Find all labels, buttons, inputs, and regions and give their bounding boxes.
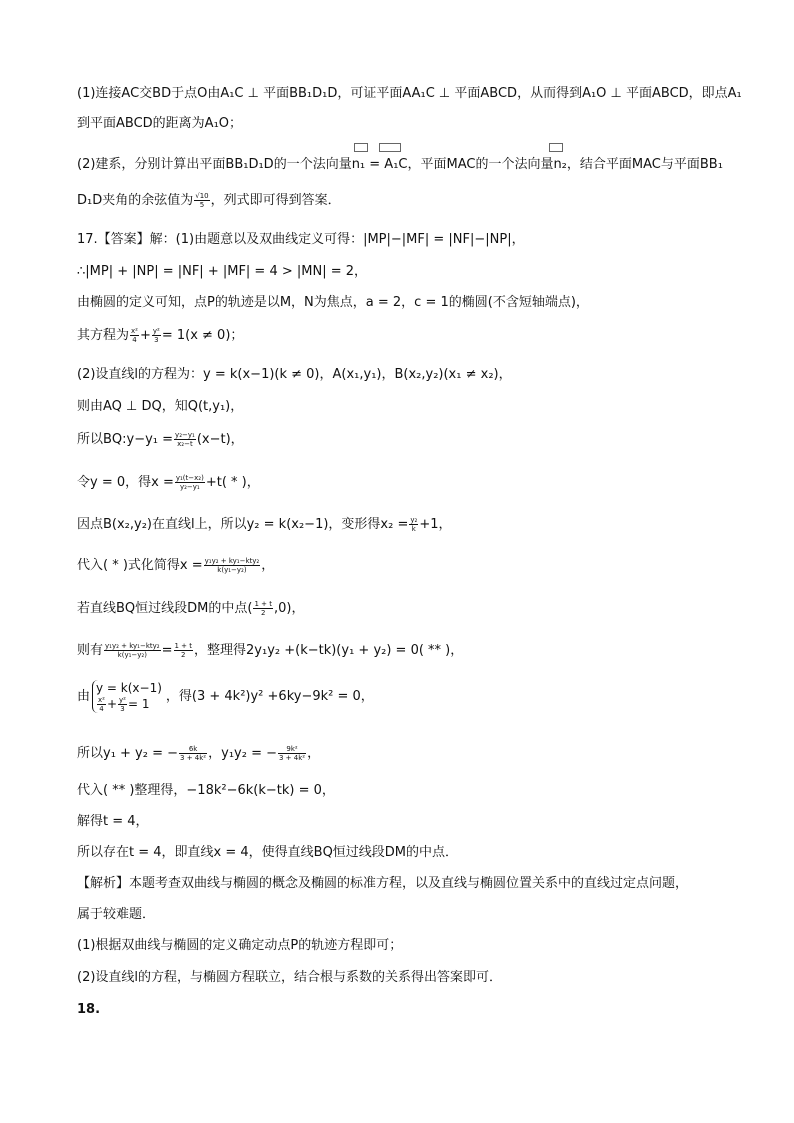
text: ，: [261, 558, 275, 573]
p17-line-3: 由椭圆的定义可知，点P的轨迹是以M，N为焦点，a = 2，c = 1的椭圆(不含短轴端点)，: [77, 295, 589, 310]
numerator: 1 + t: [174, 642, 193, 650]
fraction: [179, 745, 207, 762]
p16-line-3: [77, 157, 723, 173]
p16-line-3-text: (2)建系，分别计算出平面BB₁D₁D的一个法向量n₁ = A₁C，平面MAC的一个法向量n₂，结合平面MAC与平面BB₁: [77, 157, 723, 172]
text: 其方程为: [77, 328, 130, 343]
denominator: 4: [99, 705, 104, 713]
text: = 1: [127, 697, 150, 711]
system-row-1: y = k(x−1): [96, 681, 162, 695]
numerator: y₂−y₁: [175, 431, 195, 439]
text: 所以y₁ + y₂ = −: [77, 746, 179, 761]
fraction: [194, 192, 209, 209]
text: +: [106, 697, 118, 711]
p16-line-4: [77, 192, 341, 209]
text: ，整理得2y₁y₂ +(k−tk)(y₁ + y₂) = 0( ** )，: [194, 643, 464, 658]
numerator: y²: [152, 327, 160, 335]
p17-line-9: [77, 516, 451, 533]
numerator: y₁y₂ + ky₁−kty₂: [204, 557, 260, 565]
question-18-label: 18.: [77, 1002, 101, 1017]
numerator: 6k: [179, 745, 207, 754]
p16-line-2: 到平面ABCD的距离为A₁O；: [77, 116, 243, 131]
p17-line-11: [77, 600, 304, 617]
p17-line-17: 所以存在t = 4，即直线x = 4，使得直线BQ恒过线段DM的中点．: [77, 845, 459, 860]
denominator: y₂−y₁: [179, 483, 200, 491]
denominator: 5: [199, 201, 205, 209]
fraction: [152, 327, 161, 344]
fraction: [118, 696, 127, 713]
text: 由: [77, 689, 91, 704]
fraction: [97, 696, 106, 713]
fraction: [175, 474, 205, 491]
denominator: 2: [260, 609, 266, 617]
p17-line-1: 17.【答案】解：(1)由题意以及双曲线定义可得：|MP|−|MF| = |NF|−|NP|，: [77, 232, 525, 247]
p17-line-13: [77, 680, 374, 713]
system-row-2: [96, 696, 162, 713]
vector-arrow-mark: [549, 143, 563, 152]
numerator: y²: [119, 696, 126, 704]
p17-line-4: [77, 327, 243, 344]
equation-system: [92, 680, 162, 713]
p17-line-6: 则由AQ ⊥ DQ，知Q(t,y₁)，: [77, 399, 244, 414]
denominator: 4: [132, 336, 137, 344]
fraction: [204, 557, 261, 574]
text: 若直线BQ恒过线段DM的中点(: [77, 601, 253, 616]
fraction: [174, 642, 194, 659]
denominator: 3 + 4k²: [180, 754, 207, 762]
p17-line-21: (2)设直线l的方程，与椭圆方程联立，结合根与系数的关系得出答案即可．: [77, 970, 503, 985]
p17-line-12: [77, 642, 463, 659]
text: 令y = 0，得x =: [77, 475, 174, 490]
numerator: x²: [131, 327, 138, 335]
text: (x−t)，: [196, 432, 244, 447]
text: = 1(x ≠ 0)；: [161, 328, 244, 343]
numerator: y₂: [410, 516, 418, 524]
text: D₁D夹角的余弦值为: [77, 193, 194, 208]
text: 所以BQ:y−y₁ =: [77, 432, 174, 447]
denominator: k: [411, 525, 416, 533]
denominator: 2: [181, 651, 186, 659]
text: 代入( * )式化简得x =: [77, 558, 203, 573]
numerator: 1 + t: [254, 600, 272, 608]
p17-line-7: [77, 431, 244, 448]
vector-arrow-mark: [354, 143, 368, 152]
numerator: x²: [98, 696, 105, 704]
numerator: y₁y₂ + ky₁−kty₂: [105, 642, 160, 650]
fraction: [278, 745, 306, 762]
text: ，: [307, 746, 321, 761]
denominator: k(y₁−y₂): [117, 651, 147, 659]
denominator: k(y₁−y₂): [217, 566, 247, 574]
text: 则有: [77, 643, 104, 658]
p17-line-19: 属于较难题．: [77, 907, 156, 922]
denominator: x₂−t: [177, 440, 193, 448]
text: ,0)，: [273, 601, 305, 616]
fraction: [104, 642, 161, 659]
fraction: [409, 516, 418, 533]
fraction: [130, 327, 139, 344]
numerator: 9k²: [278, 745, 306, 754]
fraction: [253, 600, 273, 617]
p16-line-1: (1)连接AC交BD于点O由A₁C ⊥ 平面BB₁D₁D，可证平面AA₁C ⊥ 平面ABCD，从而得到A₁O ⊥ 平面ABCD，即点A₁: [77, 86, 742, 101]
p17-line-10: [77, 557, 274, 574]
numerator: y₁(t−x₂): [175, 474, 204, 482]
p17-line-14: [77, 745, 320, 762]
text: ，得(3 + 4k²)y² +6ky−9k² = 0，: [165, 689, 374, 704]
fraction: [174, 431, 196, 448]
denominator: 3 + 4k²: [279, 754, 306, 762]
text: ，列式即可得到答案．: [210, 193, 341, 208]
p17-line-18: 【解析】本题考查双曲线与椭圆的概念及椭圆的标准方程，以及直线与椭圆位置关系中的直线过定点问题，: [77, 876, 689, 891]
text: +t( * )，: [205, 475, 260, 490]
numerator: √10: [195, 192, 209, 200]
p17-line-15: 代入( ** )整理得，−18k²−6k(k−tk) = 0，: [77, 783, 335, 798]
p17-line-5: (2)设直线l的方程为：y = k(x−1)(k ≠ 0)，A(x₁,y₁)，B(x₂,y₂)(x₁ ≠ x₂)，: [77, 367, 512, 382]
p17-line-2: ∴|MP| + |NP| = |NF| + |MF| = 4 > |MN| = 2，: [77, 264, 368, 279]
text: ，y₁y₂ = −: [208, 746, 277, 761]
p17-line-16: 解得t = 4，: [77, 814, 149, 829]
text: +: [139, 328, 151, 343]
p17-line-20: (1)根据双曲线与椭圆的定义确定动点P的轨迹方程即可；: [77, 938, 403, 953]
vector-arrow-mark: [379, 143, 401, 152]
text: +1，: [419, 517, 452, 532]
denominator: 3: [120, 705, 125, 713]
text: =: [161, 643, 173, 658]
text: 因点B(x₂,y₂)在直线l上，所以y₂ = k(x₂−1)，变形得x₂ =: [77, 517, 409, 532]
denominator: 3: [154, 336, 159, 344]
p17-line-8: [77, 474, 260, 491]
